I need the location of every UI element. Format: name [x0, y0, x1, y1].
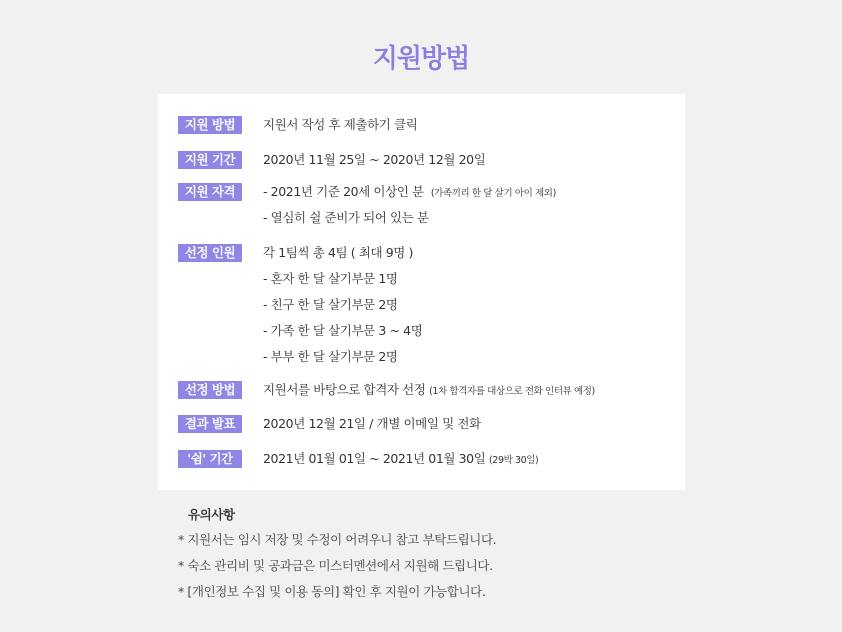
value-selection-method: 지원서를 바탕으로 합격자 선정 (1차 합격자를 대상으로 전화 인터뷰 예정): [263, 382, 595, 397]
note-item: * 지원서는 임시 저장 및 수정이 어려우니 참고 부탁드립니다.: [178, 532, 497, 547]
notes-title: 유의사항: [188, 507, 235, 522]
label-selection-count: 선정 인원: [178, 244, 242, 262]
application-info-card: [158, 94, 685, 490]
label-method: 지원 방법: [178, 116, 242, 134]
value-rest-period: 2021년 01월 01일 ~ 2021년 01월 30일 (29박 30일): [263, 451, 539, 466]
label-period: 지원 기간: [178, 151, 242, 169]
value-selection-count-2: - 혼자 한 달 살기부문 1명: [263, 271, 398, 286]
label-qualification: 지원 자격: [178, 183, 242, 201]
qualification-note: (가족끼리 한 달 살기 아이 제외): [430, 188, 556, 199]
page-title: 지원방법: [372, 44, 470, 74]
value-period: 2020년 11월 25일 ~ 2020년 12월 20일: [263, 152, 486, 167]
label-rest-period: '쉼' 기간: [178, 450, 242, 468]
note-item: * [개인정보 수집 및 이용 동의] 확인 후 지원이 가능합니다.: [178, 584, 486, 599]
value-selection-count-5: - 부부 한 달 살기부문 2명: [263, 349, 398, 364]
value-selection-count-3: - 친구 한 달 살기부문 2명: [263, 297, 398, 312]
value-result: 2020년 12월 21일 / 개별 이메일 및 전화: [263, 416, 481, 431]
note-item: * 숙소 관리비 및 공과금은 미스터멘션에서 지원해 드립니다.: [178, 558, 493, 573]
value-selection-count-4: - 가족 한 달 살기부문 3 ~ 4명: [263, 323, 423, 338]
value-qualification-2: - 열심히 쉴 준비가 되어 있는 분: [263, 210, 429, 225]
label-selection-method: 선정 방법: [178, 381, 242, 399]
selection-method-note: (1차 합격자를 대상으로 전화 인터뷰 예정): [429, 386, 595, 397]
label-result: 결과 발표: [178, 415, 242, 433]
value-qualification-1: - 2021년 기준 20세 이상인 분 (가족끼리 한 달 살기 아이 제외): [263, 184, 556, 199]
value-selection-count-1: 각 1팀씩 총 4팀 ( 최대 9명 ): [263, 245, 414, 260]
rest-period-note: (29박 30일): [489, 455, 539, 466]
value-method: 지원서 작성 후 제출하기 클릭: [263, 117, 418, 132]
